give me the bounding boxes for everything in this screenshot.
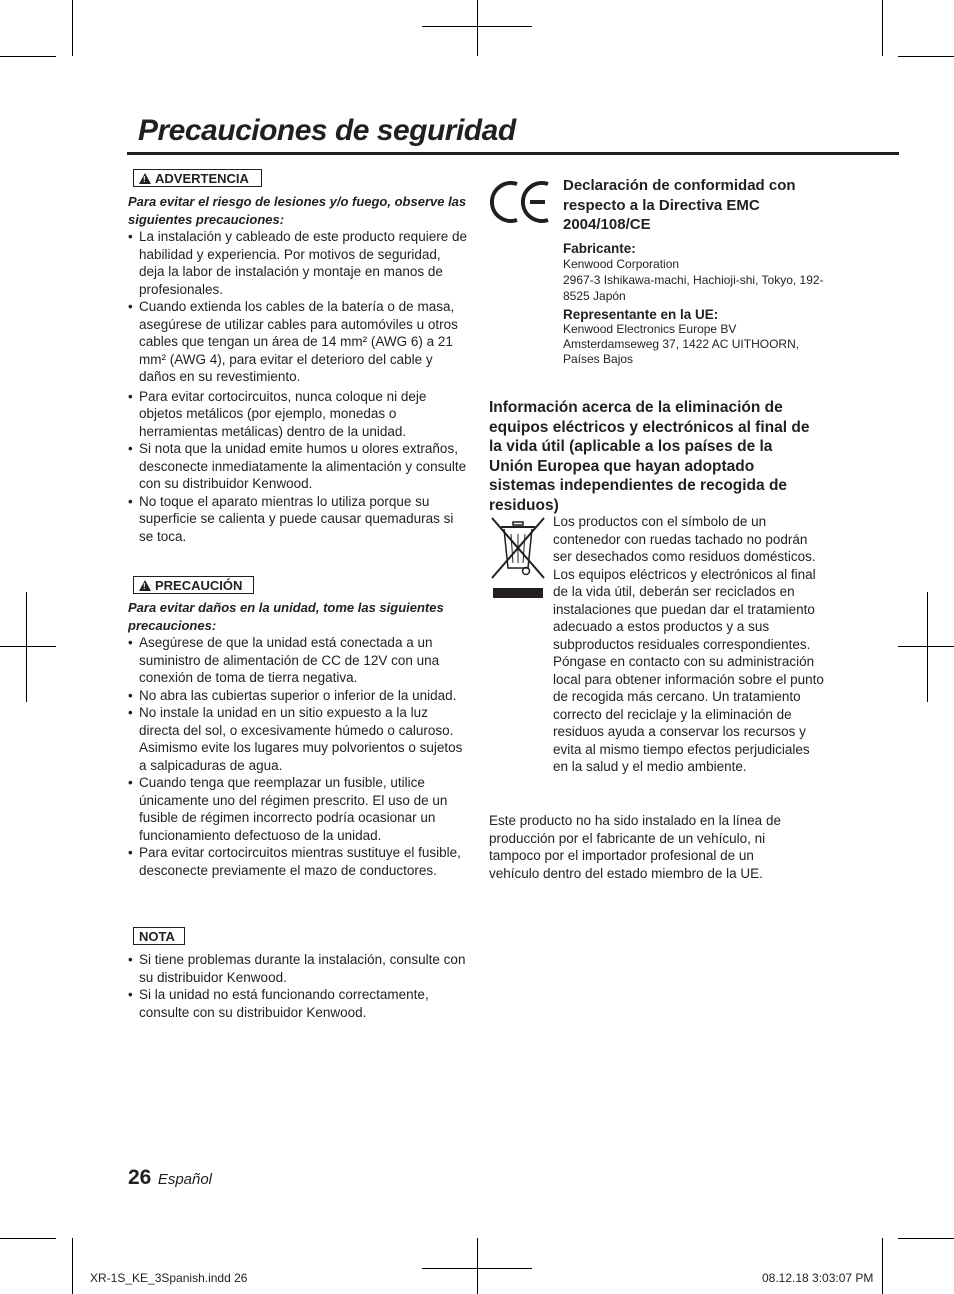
crossed-bin-icon	[489, 516, 547, 602]
installation-note: Este producto no ha sido instalado en la línea de producción por el fabricante de un vehículo, ni tampoco por el importador profesional de un vehículo dentro del estado miembro de la UE.	[489, 813, 781, 881]
footer-language: Español	[157, 1171, 213, 1188]
list-item: • La instalación y cableado de este producto requiere de habilidad y experiencia. Por motivos de seguridad, deja la labor de instalación y montaje en manos de profesionales.	[128, 228, 468, 298]
list-item: • Cuando extienda los cables de la batería o de masa, asegúrese de utilizar cables para automóviles u otros cables que tengan un área de 14 mm² (AWG 6) a 21 mm² (AWG 4), para evitar el deterioro del cable y daños en su revestimiento.	[128, 298, 468, 386]
list-item: • No abra las cubiertas superior o inferior de la unidad.	[128, 687, 468, 705]
eu-rep-info	[563, 322, 825, 367]
file-name: XR-1S_KE_3Spanish.indd 26	[90, 1271, 248, 1285]
list-item: • Para evitar cortocircuitos mientras sustituye el fusible, desconecte previamente el mazo de conductores.	[128, 844, 468, 879]
list-item: • Para evitar cortocircuitos, nunca coloque ni deje objetos metálicos (por ejemplo, monedas o herramientas metálicas) dentro de la unidad.	[128, 388, 468, 441]
warning-icon: !	[139, 580, 151, 591]
ce-heading: Declaración de conformidad con respecto a la Directiva EMC 2004/108/CE	[563, 177, 796, 233]
page-number: 26	[128, 1166, 152, 1189]
eu-rep-address: Amsterdamseweg 37, 1422 AC UITHOORN,	[563, 337, 800, 351]
warning-icon: !	[139, 173, 151, 184]
print-timestamp: 08.12.18 3:03:07 PM	[762, 1271, 874, 1285]
list-item: • No toque el aparato mientras lo utiliza porque su superficie se calienta y puede causar quemaduras si se toca.	[128, 493, 468, 546]
manufacturer-label: Fabricante:	[563, 241, 636, 256]
warning-label: ! ADVERTENCIA	[133, 169, 262, 187]
list-item: • Asegúrese de que la unidad está conectada a un suministro de alimentación de CC de 12V con una conexión de toma de tierra negativa.	[128, 634, 468, 687]
warning-intro: Para evitar el riesgo de lesiones y/o fuego, observe las siguientes precauciones:	[128, 194, 467, 227]
caution-intro: Para evitar daños en la unidad, tome las siguientes precauciones:	[128, 600, 444, 633]
page-title: Precauciones de seguridad	[138, 114, 516, 147]
manufacturer-name: Kenwood Corporation	[563, 257, 680, 271]
list-item: • Si la unidad no está funcionando correctamente, consulte con su distribuidor Kenwood.	[128, 986, 468, 1021]
eu-rep-label: Representante en la UE:	[563, 307, 719, 322]
caution-label: ! PRECAUCIÓN	[133, 576, 254, 594]
note-list	[128, 951, 468, 1021]
manufacturer-address: 2967-3 Ishikawa-machi, Hachioji-shi, Tokyo, 192-8525 Japón	[563, 273, 824, 303]
weee-heading: Información acerca de la eliminación de equipos eléctricos y electrónicos al final de la vida útil (aplicable a los países de la Unión Europea que hayan adoptado sistemas independientes de recogida de residuos)	[489, 399, 810, 514]
manufacturer-info	[563, 257, 825, 304]
title-rule	[127, 152, 899, 155]
page-footer	[128, 1166, 212, 1190]
eu-rep-name: Kenwood Electronics Europe BV	[563, 322, 737, 336]
eu-rep-country: Países Bajos	[563, 352, 634, 366]
list-item: • Si tiene problemas durante la instalación, consulte con su distribuidor Kenwood.	[128, 951, 468, 986]
weee-text: Los productos con el símbolo de un contenedor con ruedas tachado no podrán ser desechados como residuos domésticos. Los equipos eléctricos y electrónicos al final de la vida útil, deberán ser reciclados en instalaciones que puedan dar el tratamiento adecuado a estos productos y a sus subproductos residuales correspondientes. Póngase en contacto con su administración local para obtener información sobre el punto de recogida más cercano. Un tratamiento correcto del reciclaje y la eliminación de residuos ayuda a conservar los recursos y evita al mismo tiempo efectos perjudiciales en la salud y el medio ambiente.	[553, 514, 824, 774]
list-item: • Cuando tenga que reemplazar un fusible, utilice únicamente uno del régimen prescrito. El uso de un fusible de régimen incorrecto podría ocasionar un funcionamiento defectuoso de la unidad.	[128, 774, 468, 844]
list-item: • No instale la unidad en un sitio expuesto a la luz directa del sol, o excesivamente húmedo o caluroso. Asimismo evite los lugares muy polvorientos o sujetos a salpicaduras de agua.	[128, 704, 468, 774]
ce-mark-logo	[490, 178, 552, 226]
note-label: NOTA	[133, 927, 185, 945]
warning-list	[128, 228, 468, 545]
list-item: • Si nota que la unidad emite humos u olores extraños, desconecte inmediatamente la alimentación y consulte con su distribuidor Kenwood.	[128, 440, 468, 493]
caution-list	[128, 634, 468, 879]
